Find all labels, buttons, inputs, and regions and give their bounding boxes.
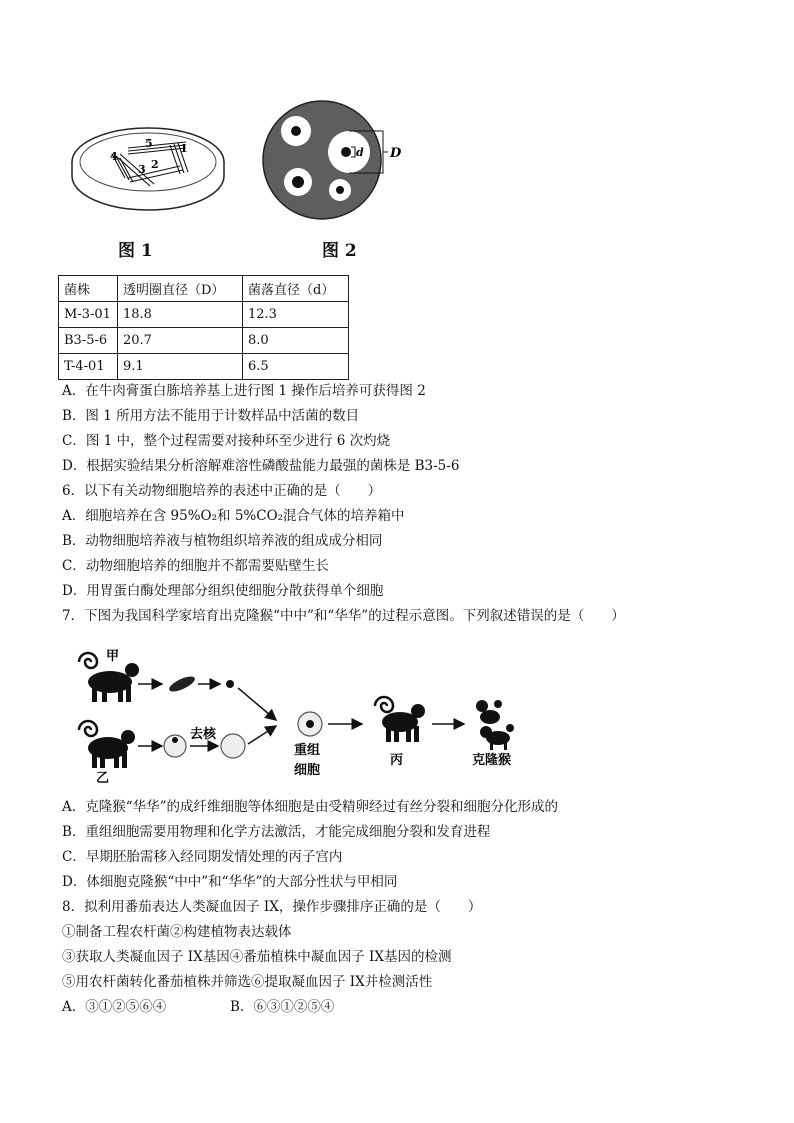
streak-number-4: 4 xyxy=(110,150,118,163)
header-strain: 菌株 xyxy=(59,276,118,302)
cloning-process-diagram xyxy=(70,640,530,790)
q8-option-a: A．③①②⑤⑥④ xyxy=(62,999,167,1015)
streak-number-3: 3 xyxy=(138,163,146,176)
q6-option-c: C．动物细胞培养的细胞并不都需要贴壁生长 xyxy=(62,558,329,574)
label-xi-bao: 细胞 xyxy=(294,763,321,778)
table-row xyxy=(59,328,349,354)
label-D: D xyxy=(390,146,402,161)
q5-option-c: C．图 1 中，整个过程需要对接种环至少进行 6 次灼烧 xyxy=(62,433,391,449)
q6-option-b: B．动物细胞培养液与植物组织培养液的组成成分相同 xyxy=(62,533,383,549)
q5-option-d: D．根据实验结果分析溶解难溶性磷酸盐能力最强的菌株是 B3-5-6 xyxy=(62,458,460,474)
figure-1-petri-dish xyxy=(68,110,228,220)
header-zone-diameter: 透明圈直径（D） xyxy=(118,276,243,302)
figure-1-label: 图 1 xyxy=(118,241,153,261)
cell-zone: 18.8 xyxy=(118,302,243,328)
q8-step-line-2: ③获取人类凝血因子 IX基因④番茄植株中凝血因子 IX基因的检测 xyxy=(62,949,452,965)
q8-step-line-1: ①制备工程农杆菌②构建植物表达载体 xyxy=(62,924,292,940)
streak-number-5: 5 xyxy=(145,137,153,150)
q7-option-a: A．克隆猴“华华”的成纤维细胞等体细胞是由受精卵经过有丝分裂和细胞分化形成的 xyxy=(62,799,559,815)
label-bing: 丙 xyxy=(390,753,404,768)
q6-option-d: D．用胃蛋白酶处理部分组织使细胞分散获得单个细胞 xyxy=(62,583,384,599)
monkey-bing-icon xyxy=(375,697,425,742)
cell-colony: 6.5 xyxy=(243,354,349,380)
cloned-monkeys-icon xyxy=(476,700,514,750)
streak-number-1: 1 xyxy=(180,142,188,155)
table-header-row xyxy=(59,276,349,302)
strain-table xyxy=(58,275,349,380)
q5-option-a: A．在牛肉膏蛋白胨培养基上进行图 1 操作后培养可获得图 2 xyxy=(62,383,426,399)
table-row xyxy=(59,354,349,380)
q5-option-b: B．图 1 所用方法不能用于计数样品中活菌的数目 xyxy=(62,408,360,424)
label-d: d xyxy=(356,146,364,159)
label-yi: 乙 xyxy=(96,771,110,786)
q7-option-c: C．早期胚胎需移入经同期发情处理的丙子宫内 xyxy=(62,849,343,865)
q8-stem: 8．拟利用番茄表达人类凝血因子 IX，操作步骤排序正确的是（ ） xyxy=(62,899,482,915)
label-qu-he: 去核 xyxy=(190,727,217,742)
q6-option-a: A．细胞培养在含 95%O₂和 5%CO₂混合气体的培养箱中 xyxy=(62,508,405,524)
header-colony-diameter: 菌落直径（d） xyxy=(243,276,349,302)
figure-2-label: 图 2 xyxy=(322,241,357,261)
cell-strain: T-4-01 xyxy=(59,354,118,380)
q8-option-b: B．⑥③①②⑤④ xyxy=(230,999,335,1015)
cell-zone: 9.1 xyxy=(118,354,243,380)
cell-zone: 20.7 xyxy=(118,328,243,354)
q7-option-b: B．重组细胞需要用物理和化学方法激活，才能完成细胞分裂和发育进程 xyxy=(62,824,491,840)
q7-stem: 7．下图为我国科学家培育出克隆猴“中中”和“华华”的过程示意图。下列叙述错误的是（ ） xyxy=(62,608,625,624)
cell-colony: 12.3 xyxy=(243,302,349,328)
cell-colony: 8.0 xyxy=(243,328,349,354)
label-jia: 甲 xyxy=(106,649,120,664)
label-ke-long-hou: 克隆猴 xyxy=(472,753,512,768)
q7-option-d: D．体细胞克隆猴“中中”和“华华”的大部分性状与甲相同 xyxy=(62,874,398,890)
cell-strain: M-3-01 xyxy=(59,302,118,328)
cell-strain: B3-5-6 xyxy=(59,328,118,354)
q6-stem: 6．以下有关动物细胞培养的表述中正确的是（ ） xyxy=(62,483,382,499)
label-chong-zu: 重组 xyxy=(294,743,321,758)
figure-2-plate xyxy=(258,100,418,224)
streak-number-2: 2 xyxy=(151,158,159,171)
q8-step-line-3: ⑤用农杆菌转化番茄植株并筛选⑥提取凝血因子 IX并检测活性 xyxy=(62,974,433,990)
table-row xyxy=(59,302,349,328)
monkey-yi-icon xyxy=(79,721,135,768)
